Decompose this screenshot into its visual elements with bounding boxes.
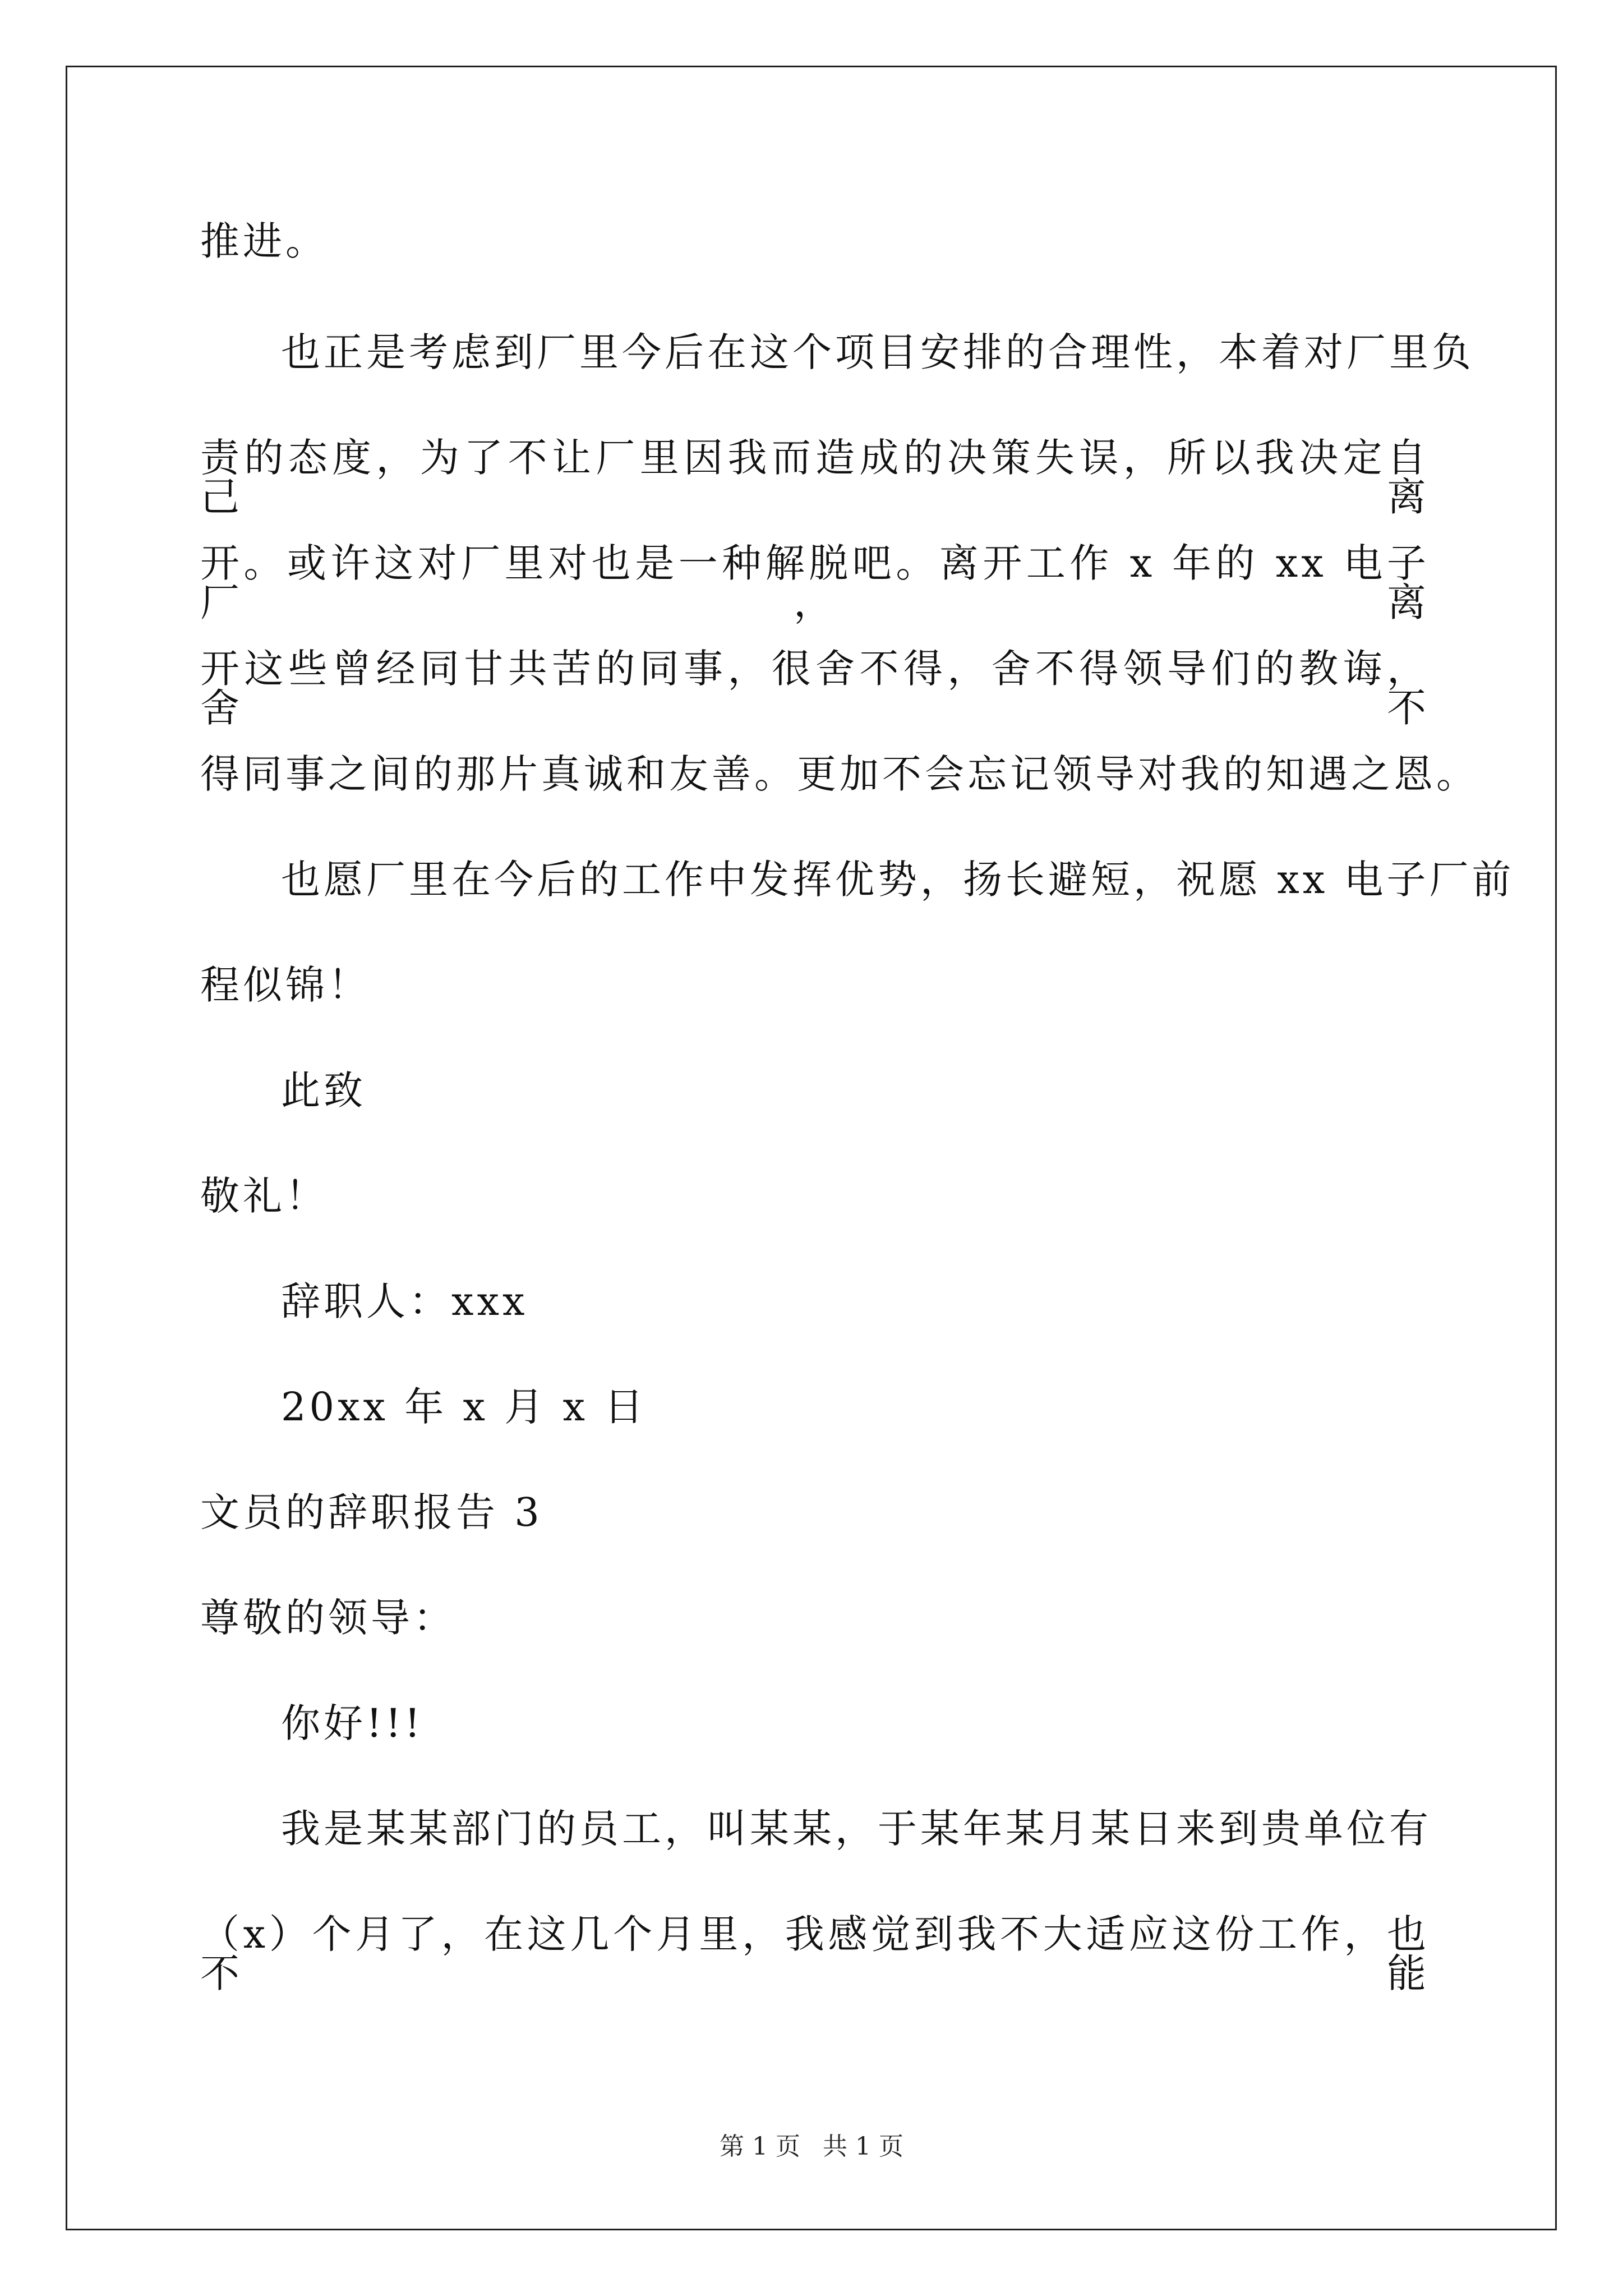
- paragraph-line: 也愿厂里在今后的工作中发挥优势，扬长避短，祝愿 xx 电子厂前: [281, 857, 1515, 903]
- page-number: 第 1 页: [720, 2132, 800, 2161]
- page-border: [66, 66, 1557, 2230]
- salutation: 尊敬的领导：: [200, 1595, 456, 1641]
- paragraph-line: 开。或许这对厂里对也是一种解脱吧。离开工作 x 年的 xx 电子厂，离: [200, 540, 1430, 625]
- section-title: 文员的辞职报告 3: [200, 1489, 543, 1535]
- salutation-closing: 敬礼！: [200, 1173, 328, 1219]
- closing-phrase: 此致: [281, 1068, 366, 1114]
- text-line: 推进。: [200, 218, 328, 264]
- paragraph-line: 得同事之间的那片真诚和友善。更加不会忘记领导对我的知遇之恩。: [200, 751, 1479, 797]
- paragraph-line: 开这些曾经同甘共苦的同事，很舍不得，舍不得领导们的教诲，舍不: [200, 646, 1430, 731]
- paragraph-line: 我是某某部门的员工，叫某某，于某年某月某日来到贵单位有: [281, 1806, 1432, 1852]
- page-footer: [0, 2134, 1623, 2159]
- paragraph-line: （x）个月了，在这几个月里，我感觉到我不大适应这份工作，也不能: [200, 1911, 1430, 1996]
- paragraph-line: 责的态度，为了不让厂里因我而造成的决策失误，所以我决定自己离: [200, 435, 1430, 520]
- page-total: 共 1 页: [823, 2132, 903, 2161]
- paragraph-line: 程似锦！: [200, 962, 371, 1008]
- paragraph-line: 也正是考虑到厂里今后在这个项目安排的合理性，本着对厂里负: [281, 329, 1474, 375]
- date-line: 20xx 年 x 月 x 日: [281, 1384, 647, 1430]
- greeting: 你好!!!: [281, 1700, 424, 1746]
- signature-line: 辞职人：xxx: [281, 1278, 528, 1324]
